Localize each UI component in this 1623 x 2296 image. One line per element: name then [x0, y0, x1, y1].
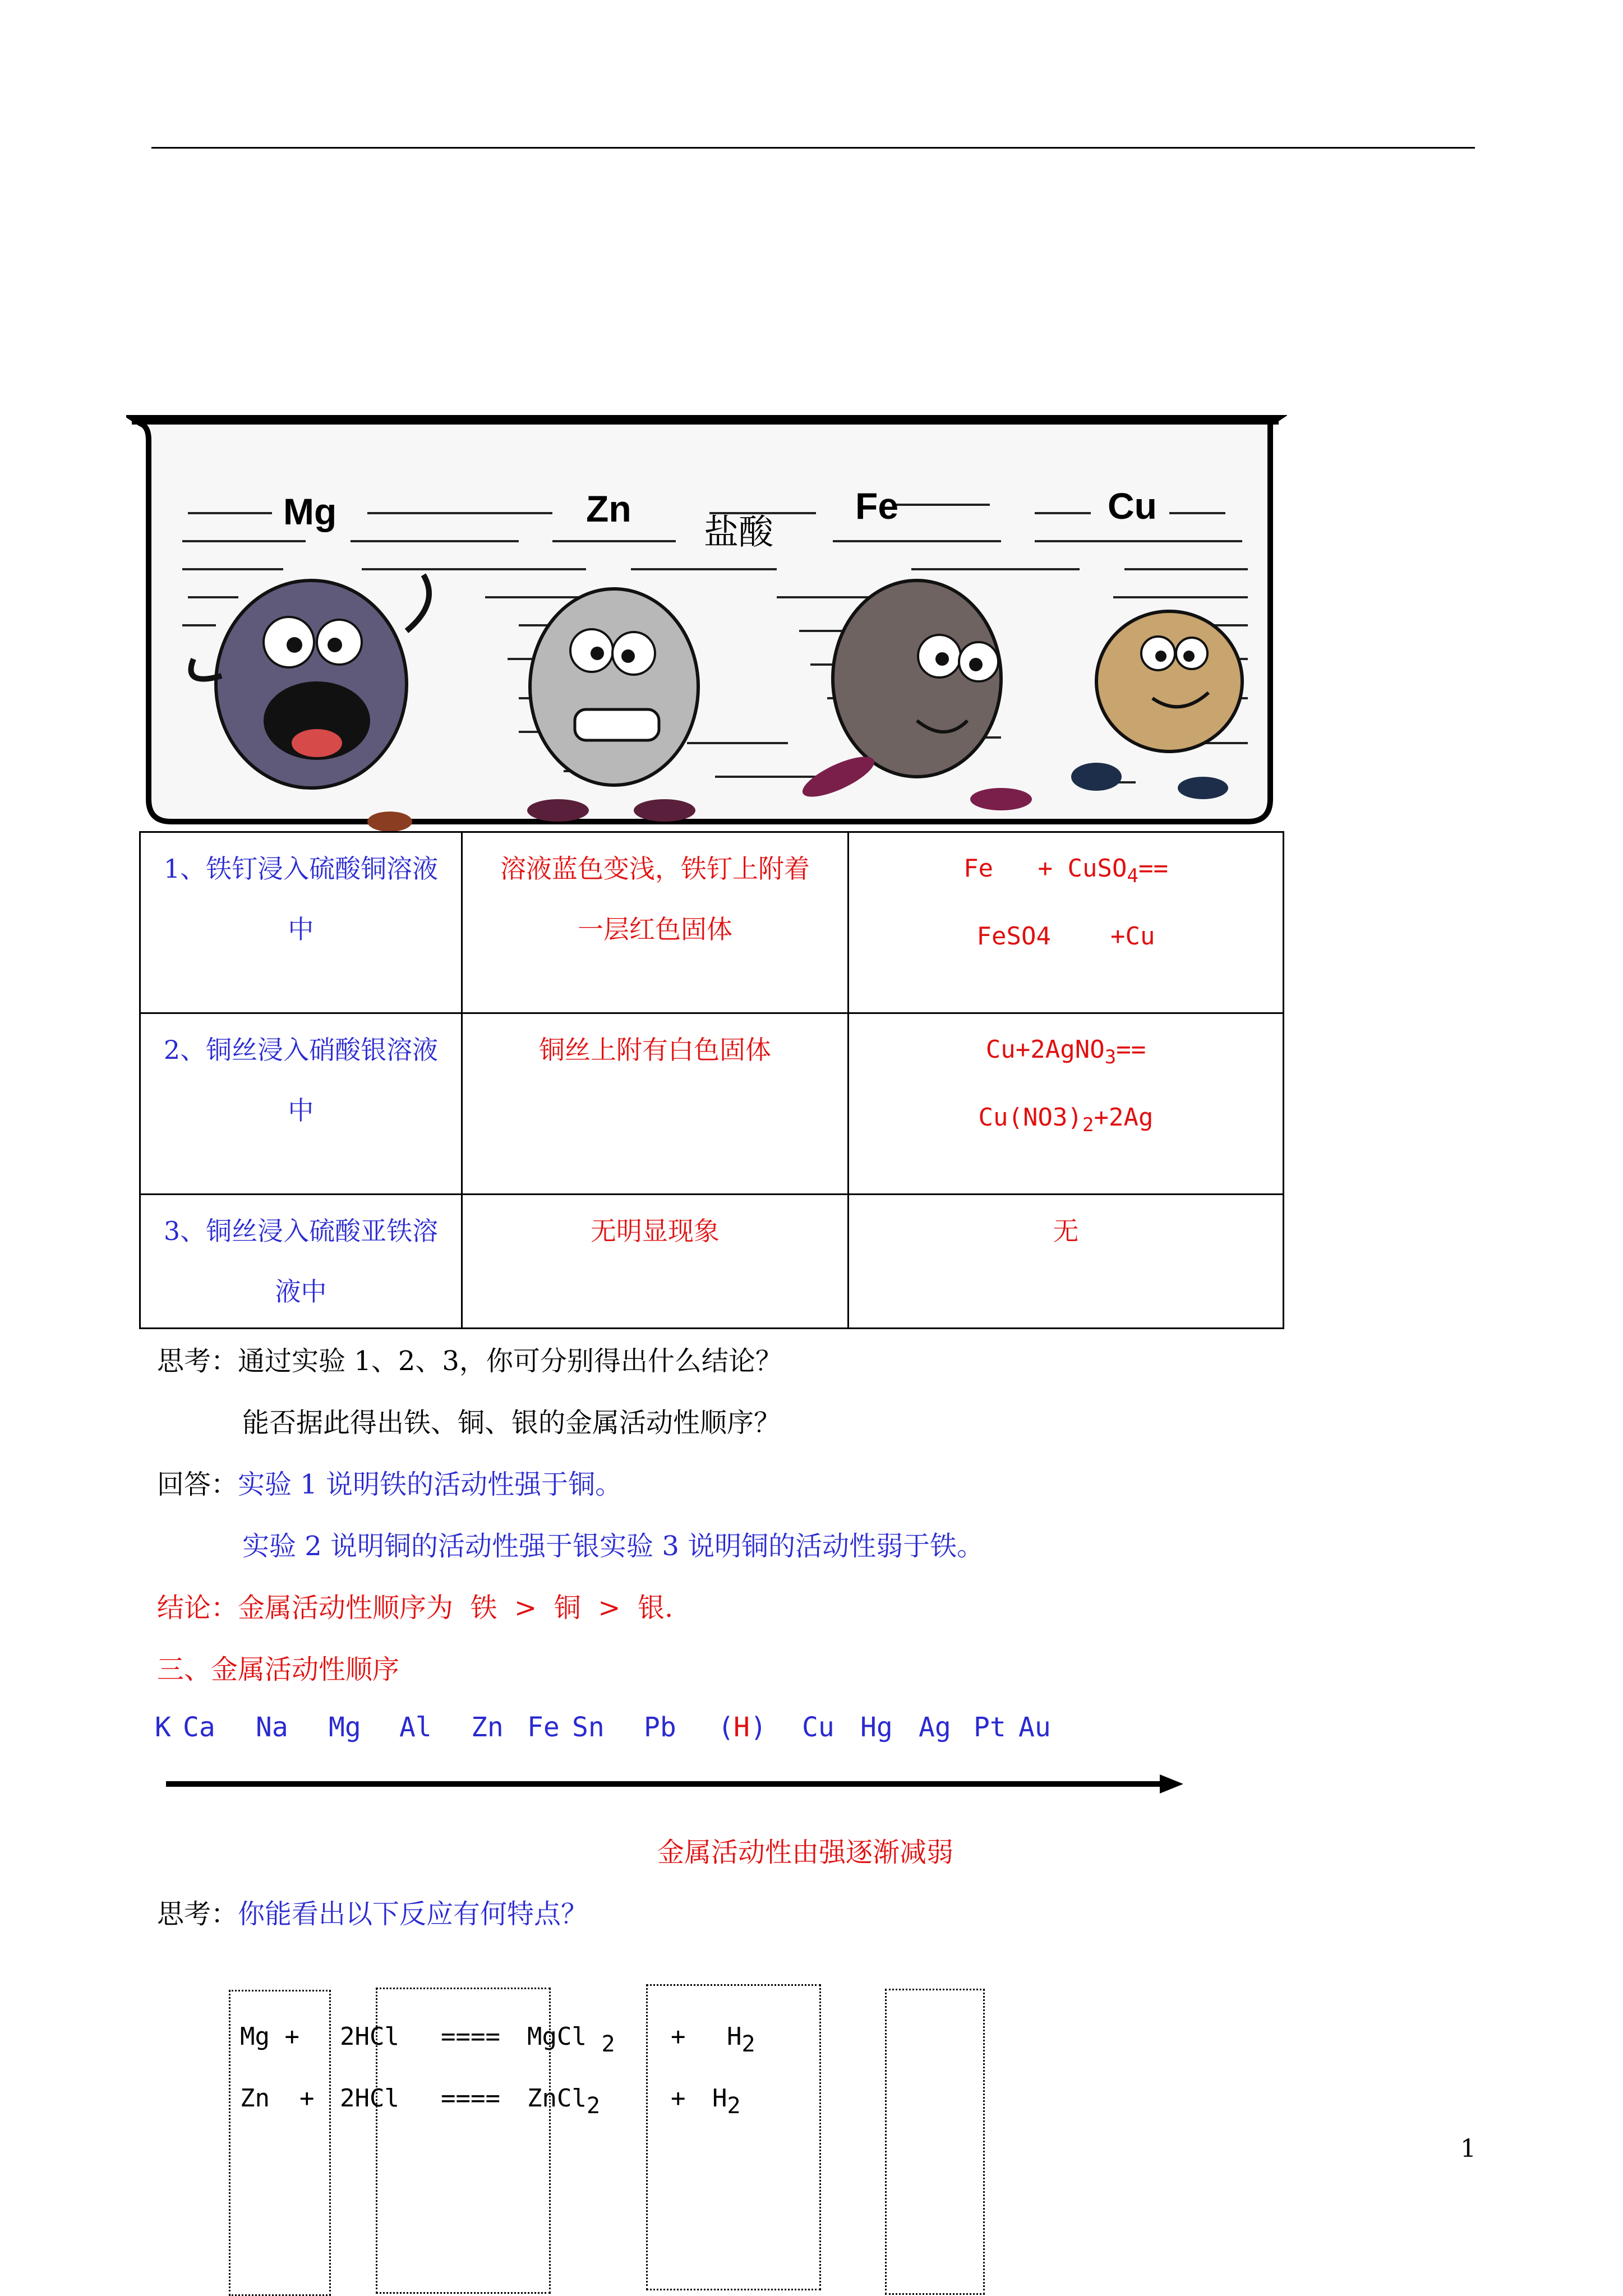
equation-arrow: ==== [441, 2022, 500, 2051]
equation-gas: H2 [712, 2084, 741, 2119]
series-arrow-line [166, 1781, 1164, 1787]
equation-cell: Fe + CuSO$_4$== FeSO4 +Cu [849, 832, 1284, 1013]
arrow-right-icon [1160, 1774, 1183, 1794]
series-symbol: K [155, 1712, 171, 1743]
equation-gas: H2 [727, 2022, 755, 2057]
metal-label-zn: Zn [586, 488, 631, 529]
header-rule [151, 147, 1475, 149]
experiment-cell: 1、铁钉浸入硫酸铜溶液 中 [140, 832, 462, 1013]
equation-cell: Cu+2AgNO$_3$== $Cu(NO3)_2+2Ag$ [849, 1013, 1284, 1195]
metal-label-mg: Mg [283, 491, 337, 532]
activity-series [155, 1712, 1108, 1751]
equation-plus: + [671, 2084, 686, 2113]
table-row [140, 832, 1284, 1013]
think-question-2: 能否据此得出铁、铜、银的金属活动性顺序？ [242, 1407, 781, 1439]
beaker-svg [126, 407, 1287, 838]
answer-2: 实验 2 说明铜的活动性强于银实验 3 说明铜的活动性弱于铁。 [242, 1530, 984, 1562]
experiment-cell: 3、铜丝浸入硫酸亚铁溶 液中 [140, 1195, 462, 1329]
series-symbol: Sn [572, 1712, 605, 1743]
table-row [140, 1013, 1284, 1195]
series-symbol: Au [1018, 1712, 1051, 1743]
phenomenon-cell: 溶液蓝色变浅，铁钉上附着 一层红色固体 [462, 832, 849, 1013]
phenomenon-cell: 铜丝上附有白色固体 [462, 1013, 849, 1195]
beaker-illustration [126, 407, 1287, 838]
equation-salt: ZnCl2 [527, 2084, 601, 2119]
series-symbol: ) [750, 1712, 767, 1743]
experiment-cell: 2、铜丝浸入硝酸银溶液 中 [140, 1013, 462, 1195]
acid-label: 盐酸 [704, 511, 774, 552]
equation-metal: Mg + [240, 2022, 299, 2051]
experiment-table [139, 831, 1284, 1329]
series-caption: 金属活动性由强逐渐减弱 [657, 1837, 954, 1868]
series-symbol: Cu [802, 1712, 834, 1743]
metal-label-cu: Cu [1108, 485, 1157, 527]
series-symbol: Fe [527, 1712, 560, 1743]
series-symbol: Pb [644, 1712, 676, 1743]
table-row [140, 1195, 1284, 1329]
metal-label-fe: Fe [855, 485, 899, 527]
think-question-3: 思考：你能看出以下反应有何特点？ [157, 1898, 588, 1930]
equation-acid: 2HCl [340, 2084, 399, 2113]
series-symbol: Hg [860, 1712, 893, 1743]
think-question-1: 思考：通过实验 1、2、3，你可分别得出什么结论？ [157, 1345, 782, 1377]
series-symbol-h: H [734, 1712, 750, 1743]
dotted-box-empty [885, 1989, 985, 2295]
series-symbol: Pt [974, 1712, 1006, 1743]
equation-cell: 无 [849, 1195, 1284, 1329]
conclusion: 结论：金属活动性顺序为 铁 > 铜 > 银. [157, 1592, 674, 1624]
series-symbol: Al [399, 1712, 432, 1743]
series-symbol: Na [256, 1712, 288, 1743]
equation-plus: + [671, 2022, 686, 2051]
phenomenon-cell: 无明显现象 [462, 1195, 849, 1329]
series-symbol: ( [718, 1712, 734, 1743]
series-symbol: Mg [329, 1712, 361, 1743]
series-symbol: Ag [919, 1712, 951, 1743]
equation-salt: MgCl 2 [527, 2022, 615, 2057]
section-heading: 三、金属活动性顺序 [157, 1654, 400, 1685]
equation-acid: 2HCl [340, 2022, 399, 2051]
answer-1: 回答：实验 1 说明铁的活动性强于铜。 [157, 1469, 623, 1500]
series-symbol: Zn [471, 1712, 504, 1743]
equation-metal: Zn + [240, 2084, 315, 2113]
series-symbol: Ca [183, 1712, 215, 1743]
equation-arrow: ==== [441, 2084, 500, 2113]
page-number: 1 [1460, 2134, 1476, 2163]
